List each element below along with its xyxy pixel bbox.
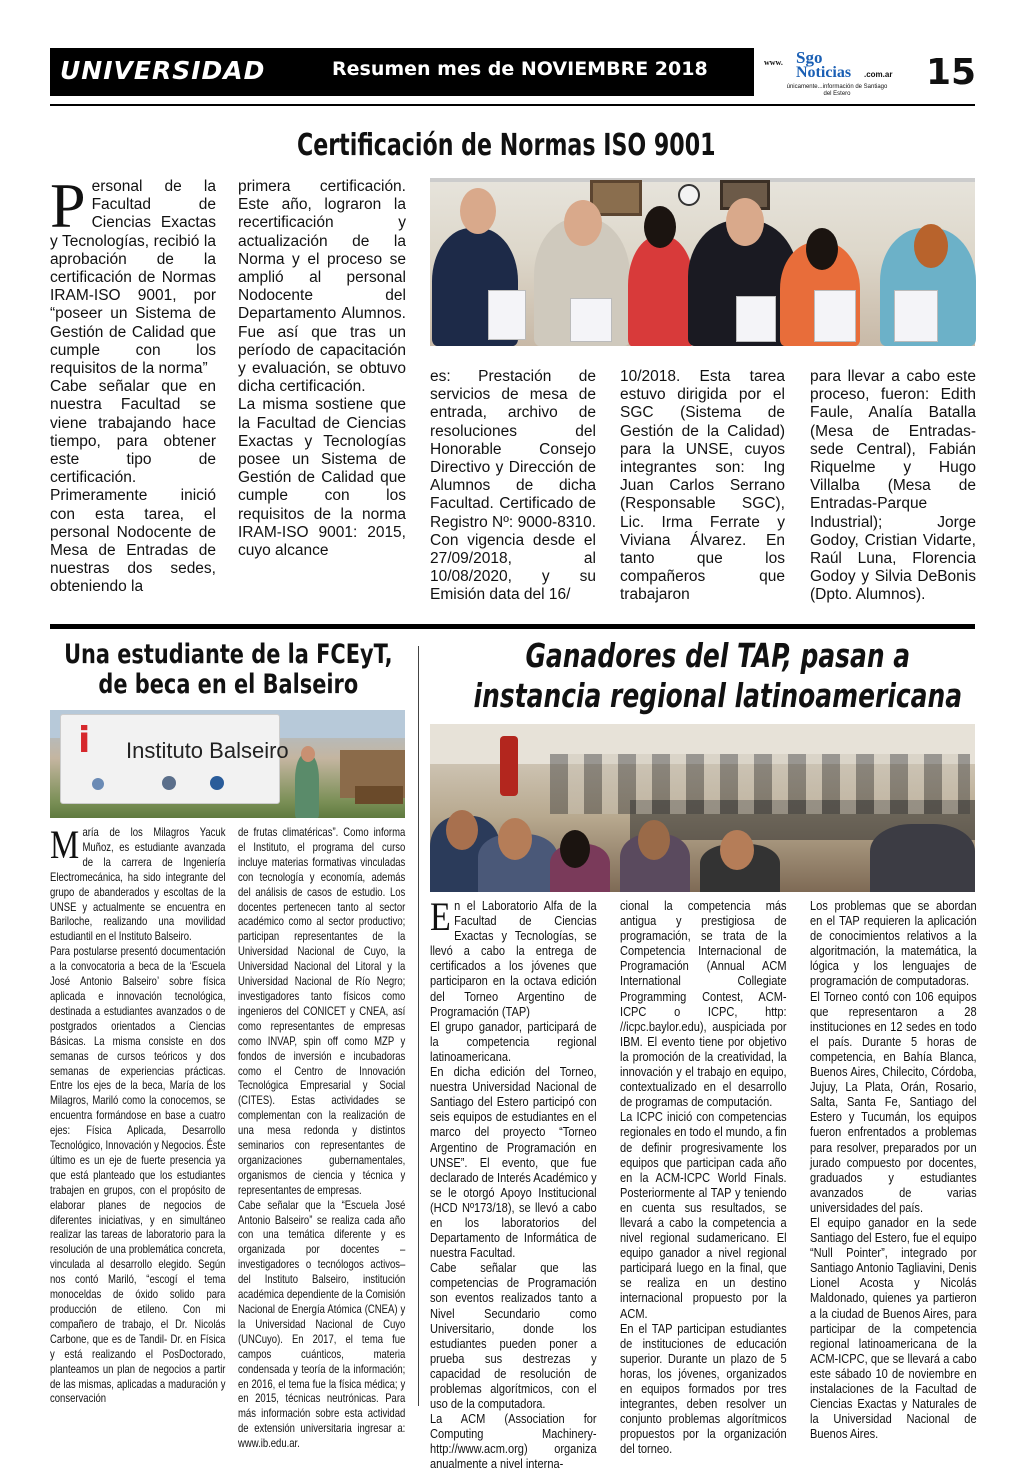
paragraph: Para postularse presentó documentación a la convocatoria a beca de la ‘Escuela José Antonio Balseiro’ sobre física aplicada e innovación tecnológica, destinada a estudiantes avanzados o de postgrados orientados a Ciencias Básicas. La misma consiste en dos semanas de cursos teóricos y dos semanas de experiencias prácticas. Entre los ejes de la beca, María de los Milagros, Mariló como la conocemos, se encuentra formándose en base a cuatro ejes: Física Aplicada, Desarrollo Tecnológico, Innovación y Negocios. Éste último es un eje de fuerte presencia ya que está planteado que los estudiantes trabajen en grupos, con el propósito de elaborar planes de negocios de diferentes iniciativas, y en simultáneo realizar las tareas de laboratorio para la resolución de una problemática concreta, vinculada al desarrollo elegido. Según nos contó Mariló, “escogí el tema monoceldas de óxido solido para producción de etileno. Con mi compañero de trabajo, el Dr. Nicolás Carbone, que es de Tandil- Dr. en Física y está realizando el PosDoctorado, planteamos un plan de negocios a partir de las mismas, aplicadas a maduración y conservación (50, 945, 226, 1406)
paragraph: ersonal de la Facultad de Ciencias Exactas y Tecnologías, recibió la aprobación de la certificación de Normas IRAM-ISO 9001, por “poseer un Sistema de Gestión de Calidad que cumple con los requisitos de la norma” (50, 178, 216, 378)
section-header-bar (50, 48, 754, 96)
column-divider (418, 646, 419, 1406)
article-tap-column-2 (620, 898, 787, 1456)
article-balseiro-column-2 (238, 826, 405, 1452)
balseiro-logo-icon: i (78, 720, 91, 761)
paragraph: primera certificación. Este año, lograron la recertificación y actualización de la Norma y el proceso se amplió al personal Nodocente del Departamento Alumnos. Fue así que tras un período de capacitación y evaluación, se obtuvo dicha certificación. (238, 178, 406, 396)
sgo-noticias-logo[interactable] (764, 50, 914, 98)
article-iso-column-4 (620, 368, 785, 605)
paragraph: Cabe señalar que la “Escuela José Antonio Balseiro” se realiza cada año con una temática diferente y es organizada por docentes –investigadores o tecnólogos activos– del Instituto Balseiro, institución académica dependiente de la Comisión Nacional de Energía Atómica (CNEA) y la Universidad Nacional de Cuyo (UNCuyo). En 2017, el tema fue campos cuánticos, materia condensada y teoría de la información; en 2016, el tema fue la física médica; y en 2015, técnicas neutrónicas. Para más información sobre esta actividad de extensión universitaria ingresar a: www.ib.edu.ar. (238, 1198, 406, 1451)
header-rule (50, 104, 975, 106)
paragraph: En dicha edición del Torneo, nuestra Universidad Nacional de Santiago del Estero participó con seis equipos de estudiantes en el marco del proyecto “Torneo Argentino de Programación en UNSE”. El evento, que fue declarado de Interés Académico y se le otorgó Apoyo Institucional (HCD Nº173/18), se llevó a cabo en los laboratorios del Departamento de Informática de nuestra Facultad. (430, 1064, 597, 1261)
paragraph: Los problemas que se abordan en el TAP requieren la aplicación de conocimientos relativos a la algoritmación, la matemática, la lógica y los lenguajes de programación de computadoras. (810, 898, 977, 989)
paragraph: Cabe señalar que en nuestra Facultad se viene trabajando hace tiempo, para obtener este tipo de certificación. Primeramente inició con esta tarea, el personal Nodocente de Mesa de Entradas de nuestras dos sedes, obteniendo la (50, 378, 216, 596)
article-balseiro-title (52, 640, 405, 700)
paragraph: de frutas climatéricas”. Como informa el Instituto, el programa del curso incluye materias formativas vinculadas con tecnología y economía, además del análisis de casos de estudio. Los docentes pertenecen tanto al sector académico como al sector productivo; participan representantes de la Universidad Nacional de Cuyo, la Universidad Nacional del Litoral y la Universidad Nacional de Río Negro; investigadores tanto físicos como ingenieros del CONICET y CNEA, así como representantes de empresas como INVAP, spin off como MZP y fondos de inversión e incubadoras como el Centro de Innovación Tecnológica Empresarial y Social (CITES). Estas actividades se complementan con la realización de una mesa redonda y distintos seminarios con representantes de organizaciones gubernamentales, organismos de ciencia y técnica y representantes de empresas. (238, 826, 406, 1197)
drop-cap: E (430, 894, 451, 939)
article-balseiro-column-1 (50, 822, 226, 1407)
paragraph: En el TAP participan estudiantes de instituciones de educación superior. Durante un plazo de 5 horas, los jóvenes, organizados en equipos formados por tres integrantes, deben resolver un conjunto problemas algorítmicos propuestos por la organización del torneo. (620, 1320, 787, 1457)
balseiro-sign-photo (50, 710, 405, 818)
issue-summary: Resumen mes de NOVIEMBRE 2018 (332, 58, 708, 80)
article-iso-column-3 (430, 368, 596, 605)
paragraph: n el Laboratorio Alfa de la Facultad de Ciencias Exactas y Tecnologías, se llevó a cabo la entrega de certificados a los jóvenes que participaron en la octava edición del Torneo Argentino de Programación (TAP) (430, 898, 597, 1019)
paragraph: El Torneo contó con 106 equipos que representaron a 28 instituciones en 12 sedes en todo el país. Durante 5 horas de competencia, en Bahía Blanca, Buenos Aires, Chilecito, Córdoba, Jujuy, La Plata, Orán, Rosario, Salta, Santa Fe, Santiago del Estero y Tucumán, los equipos fueron enfrentados a problemas para resolver, preparados por un jurado compuesto por docentes, graduados y estudiantes avanzados de varias universidades del país. (810, 988, 977, 1215)
sign-label: Instituto Balseiro (126, 738, 289, 763)
paragraph: El grupo ganador, participará de la competencia regional latinoamericana. (430, 1018, 597, 1064)
title-line: Ganadores del TAP, pasan a (525, 636, 911, 675)
section-divider (50, 624, 975, 629)
title-line: Una estudiante de la FCEyT, (64, 639, 393, 670)
paragraph: La ACM (Association for Computing Machinery-http://www.acm.org) organiza anualmente a nivel interna- (430, 1411, 597, 1472)
drop-cap: M (50, 822, 80, 867)
paragraph: aría de los Milagros Yacuk Muñoz, es estudiante avanzada de la carrera de Ingeniería Electromecánica, ha sido integrante del grupo de abanderados y escoltas de la UNSE y actualmente se encuentra en Bariloche, realizando una movilidad estudiantil en el Instituto Balseiro. (50, 826, 226, 944)
article-iso-column-2 (238, 178, 406, 560)
paragraph: El equipo ganador en la sede Santiago del Estero, fue el equipo “Null Pointer”, integrado por Santiago Antonio Tagliavini, Denis Lionel Acosta y Nicolás Maldonado, quienes ya partieron a la ciudad de Buenos Aires, para participar de la competencia regional latinoamericana de la ACM-ICPC, que se llevará a cabo este sábado 10 de noviembre en instalaciones de la Facultad de Ciencias Exactas y Naturales de la Universidad Nacional de Buenos Aires. (810, 1214, 977, 1442)
article-iso-column-5 (810, 368, 976, 605)
article-tap-title (470, 636, 966, 716)
logo-noticias: Noticias (796, 64, 852, 81)
title-line: de beca en el Balseiro (98, 669, 359, 700)
title-line: instancia regional latinoamericana (473, 676, 963, 715)
iso-certificate-group-photo (430, 178, 975, 346)
article-iso-title: Certificación de Normas ISO 9001 (297, 128, 716, 163)
paragraph: es: Prestación de servicios de mesa de entrada, archivo de resoluciones del Honorable Consejo Directivo y Dirección de Alumnos de dicha Facultad. Certificado de Registro Nº: 9000-8310. Con vigencia desde el 27/09/2018, al 10/08/2020, y su Emisión data del 16/ (430, 368, 596, 604)
tap-lab-group-photo (430, 724, 975, 892)
page-number: 15 (926, 52, 977, 93)
paragraph: Cabe señalar que las competencias de Programación son eventos realizados tanto a Nivel Secundario como Universitario, donde los estudiantes pueden poner a prueba sus destrezas y capacidad de resolución de problemas algorítmicos, con el uso de la computadora. (430, 1260, 597, 1412)
paragraph: para llevar a cabo este proceso, fueron: Edith Faule, Analía Batalla (Mesa de Entradas-sede Central), Fabián Riquelme y Hugo Villalba (Mesa de Entradas-Parque Industrial); Jorge Godoy, Cristian Vidarte, Raúl Luna, Florencia Godoy y Silvia DeBonis (Dpto. Alumnos). (810, 368, 976, 604)
logo-www: www. (764, 58, 783, 67)
section-title: UNIVERSIDAD (60, 56, 266, 85)
logo-tagline: únicamente...información de Santiago del Estero (786, 84, 888, 97)
paragraph: La ICPC inició con competencias regionales en todo el mundo, a fin de definir progresivamente los equipos que participan cada año en la ACM-ICPC World Finals. Posteriormente al TAP y teniendo en cuenta sus resultados, se llevará a cabo la competencia a nivel regional sudamericano. El equipo ganador a nivel regional participará luego en la final, que se realiza en un destino internacional propuesto por la ACM. (620, 1109, 787, 1321)
paragraph: cional la competencia más antigua y prestigiosa de programación, se trata de la Competencia Internacional de Programación (Annual ACM International Collegiate Programming Contest, ACM-ICPC o ICPC, http: //icpc.baylor.edu), auspiciada por IBM. El evento tiene por objetivo la promoción de la creatividad, la innovación y el trabajo en equipo, contextualizado en el desarrollo de programas de computación. (620, 898, 787, 1110)
article-iso-column-1 (50, 170, 216, 597)
paragraph: 10/2018. Esta tarea estuvo dirigida por el SGC (Sistema de Gestión de la Calidad) para la UNSE, cuyos integrantes son: Ing Juan Carlos Serrano (Responsable SGC), Lic. Irma Ferrate y Viviana Álvarez. En tanto que los compañeros que trabajaron (620, 368, 785, 604)
logo-sgo: Sgo (796, 48, 823, 67)
article-tap-column-3 (810, 898, 977, 1441)
logo-domain: .com.ar (864, 70, 893, 79)
article-tap-column-1 (430, 894, 597, 1472)
drop-cap: P (50, 170, 86, 241)
paragraph: La misma sostiene que la Facultad de Ciencias Exactas y Tecnologías posee un Sistema de Gestión de Calidad que cumple con los requisitos de la norma IRAM-ISO 9001: 2015, cuyo alcance (238, 396, 406, 560)
